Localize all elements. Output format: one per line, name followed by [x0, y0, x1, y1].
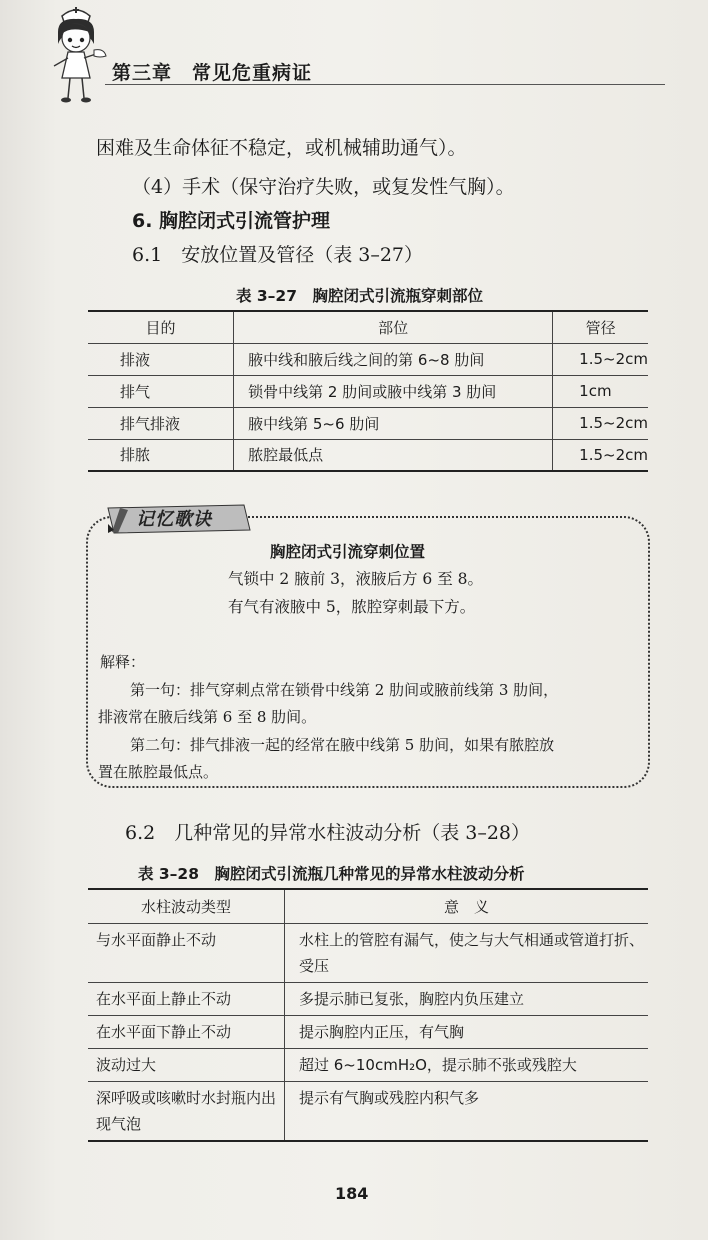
- table-cell: 1.5~2cm: [553, 407, 648, 439]
- table-row: [88, 439, 648, 471]
- table-cell: 排气排液: [88, 407, 234, 439]
- section-heading-6-1: 6.1 安放位置及管径（表 3–27）: [132, 244, 424, 266]
- table-row: [88, 923, 648, 982]
- table-cell: 水柱上的管腔有漏气，使之与大气相通或管道打折、受压: [285, 923, 649, 982]
- table-cell: 超过 6~10cmH₂O，提示肺不张或残腔大: [285, 1048, 649, 1081]
- table-row: [88, 343, 648, 375]
- table-cell: 在水平面上静止不动: [88, 982, 285, 1015]
- section-heading-6: 6. 胸腔闭式引流管护理: [132, 210, 331, 232]
- nurse-mascot-icon: [44, 2, 108, 104]
- body-line-2: （4）手术（保守治疗失败，或复发性气胸）。: [132, 176, 515, 198]
- table-row: [88, 407, 648, 439]
- table-cell: 1.5~2cm: [553, 439, 648, 471]
- chapter-header: 第三章 常见危重病证: [112, 62, 313, 84]
- table-header-cell: 水柱波动类型: [88, 889, 285, 923]
- table-3-28-caption: 表 3–28 胸腔闭式引流瓶几种常见的异常水柱波动分析: [138, 865, 525, 883]
- memo-title: 胸腔闭式引流穿刺位置: [270, 543, 426, 561]
- memo-explain-line: 第一句：排气穿刺点常在锁骨中线第 2 肋间或腋前线第 3 肋间，: [130, 681, 559, 699]
- table-3-27: [88, 310, 648, 472]
- memo-explain-label: 解释：: [100, 653, 146, 671]
- table-3-27-caption: 表 3–27 胸腔闭式引流瓶穿刺部位: [236, 287, 484, 305]
- table-cell: 排气: [88, 375, 234, 407]
- memo-explain-line: 第二句：排气排液一起的经常在腋中线第 5 肋间，如果有脓腔放: [130, 736, 555, 754]
- table-cell: 提示有气胸或残腔内积气多: [285, 1081, 649, 1141]
- table-header-cell: 意 义: [285, 889, 649, 923]
- table-cell: 排脓: [88, 439, 234, 471]
- header-rule: [105, 84, 665, 85]
- table-3-28: [88, 888, 648, 1142]
- memo-explain-line: 置在脓腔最低点。: [98, 763, 219, 781]
- body-line-1: 困难及生命体征不稳定，或机械辅助通气）。: [96, 137, 467, 159]
- table-row: [88, 1015, 648, 1048]
- table-cell: 腋中线和腋后线之间的第 6~8 肋间: [234, 343, 553, 375]
- table-row: [88, 1048, 648, 1081]
- table-row: [88, 1081, 648, 1141]
- table-cell: 波动过大: [88, 1048, 285, 1081]
- table-cell: 脓腔最低点: [234, 439, 553, 471]
- table-cell: 深呼吸或咳嗽时水封瓶内出现气泡: [88, 1081, 285, 1141]
- page-number: 184: [335, 1184, 369, 1203]
- section-heading-6-2: 6.2 几种常见的异常水柱波动分析（表 3–28）: [125, 822, 531, 844]
- table-header-row: [88, 311, 648, 343]
- memo-poem-line: 有气有液腋中 5，脓腔穿刺最下方。: [228, 598, 476, 616]
- table-cell: 1cm: [553, 375, 648, 407]
- table-cell: 在水平面下静止不动: [88, 1015, 285, 1048]
- table-cell: 与水平面静止不动: [88, 923, 285, 982]
- memo-poem-line: 气锁中 2 腋前 3，液腋后方 6 至 8。: [228, 570, 484, 588]
- table-cell: 多提示肺已复张，胸腔内负压建立: [285, 982, 649, 1015]
- table-header-cell: 目的: [88, 311, 234, 343]
- table-header-row: [88, 889, 648, 923]
- table-row: [88, 982, 648, 1015]
- table-cell: 1.5~2cm: [553, 343, 648, 375]
- table-cell: 锁骨中线第 2 肋间或腋中线第 3 肋间: [234, 375, 553, 407]
- memo-tag-label: 记忆歌诀: [136, 509, 212, 530]
- table-cell: 排液: [88, 343, 234, 375]
- table-cell: 腋中线第 5~6 肋间: [234, 407, 553, 439]
- memo-explain-line: 排液常在腋后线第 6 至 8 肋间。: [98, 708, 317, 726]
- table-header-cell: 管径: [553, 311, 648, 343]
- table-cell: 提示胸腔内正压，有气胸: [285, 1015, 649, 1048]
- table-header-cell: 部位: [234, 311, 553, 343]
- table-row: [88, 375, 648, 407]
